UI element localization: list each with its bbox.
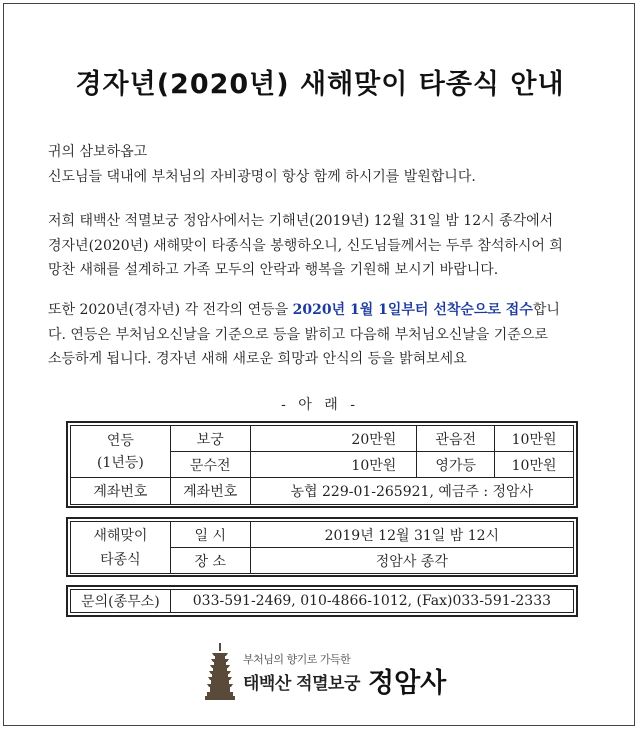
- lantern-header-line: 연등: [106, 432, 134, 449]
- greeting-line: 신도님들 댁내에 부처님의 자비광명이 항상 함께 하시기를 발원합니다.: [48, 168, 476, 185]
- logo-tagline: 부처님의 향기로 가득한: [243, 653, 351, 666]
- lantern-price: 10만원: [495, 426, 574, 452]
- date-label: 일 시: [170, 522, 250, 548]
- lantern-name: 문수전: [170, 452, 250, 478]
- body-line: 망찬 새해를 설계하고 가족 모두의 안락과 행복을 기원해 보시기 바랍니다.: [48, 262, 499, 278]
- body-text: 또한 2020년(경자년) 각 전각의 연등을: [48, 302, 293, 318]
- body-paragraph-2: [48, 298, 608, 372]
- highlight-text: 2020년 1월 1일부터 선착순으로 접수: [292, 302, 533, 318]
- ceremony-header-line: 새해맞이: [93, 527, 148, 544]
- body-line: 저희 태백산 적멸보궁 정암사에서는 기해년(2019년) 12월 31일 밤 12시 종각에서: [48, 213, 554, 229]
- account-header: 계좌번호: [71, 478, 171, 505]
- page-title: 경자년(2020년) 새해맞이 타종식 안내: [75, 69, 565, 100]
- lantern-name: 영가등: [417, 452, 495, 478]
- body-line: 경자년(2020년) 새해맞이 타종식을 봉행하오니, 신도님들께서는 두루 참석하시어 희: [48, 237, 563, 254]
- lantern-price: 10만원: [495, 452, 574, 478]
- greeting-line: 귀의 삼보하옵고: [48, 144, 148, 160]
- body-line: [48, 298, 608, 323]
- lantern-row-header: [71, 426, 171, 478]
- ceremony-table: [70, 521, 574, 574]
- contact-table: [70, 589, 574, 613]
- body-paragraph-1: [48, 209, 608, 283]
- date-value: 2019년 12월 31일 밤 12시: [250, 522, 573, 548]
- body-line: 소등하게 됩니다. 경자년 새해 새로운 희망과 안식의 등을 밝혀보세요: [48, 351, 467, 367]
- logo-name: 정암사: [368, 668, 447, 699]
- contact-value: 033-591-2469, 010-4866-1012, (Fax)033-591-2333: [170, 590, 573, 613]
- lantern-table: [70, 425, 574, 505]
- account-value: 농협 229-01-265921, 예금주 : 정암사: [250, 478, 573, 505]
- lantern-price: 10만원: [250, 452, 417, 478]
- ceremony-header-line: 타종식: [100, 551, 141, 568]
- lantern-price: 20만원: [250, 426, 417, 452]
- body-text: 합니: [532, 302, 560, 318]
- temple-logo: [205, 643, 465, 703]
- greeting: [48, 140, 608, 189]
- ceremony-header: [71, 522, 171, 574]
- lantern-name: 관음전: [417, 426, 495, 452]
- account-label: 계좌번호: [170, 478, 250, 505]
- lantern-header-line: (1년등): [96, 454, 144, 471]
- lantern-name: 보궁: [170, 426, 250, 452]
- place-label: 장 소: [170, 548, 250, 574]
- logo-subtitle: 태백산 적멸보궁: [243, 674, 360, 694]
- contact-label: 문의(종무소): [71, 590, 171, 613]
- notice-heading: - 아 래 -: [281, 397, 359, 413]
- pagoda-icon: [205, 643, 235, 701]
- body-line: 다. 연등은 부처님오신날을 기준으로 등을 밝히고 다음해 부처님오신날을 기준으로: [48, 326, 548, 343]
- place-value: 정암사 종각: [250, 548, 573, 574]
